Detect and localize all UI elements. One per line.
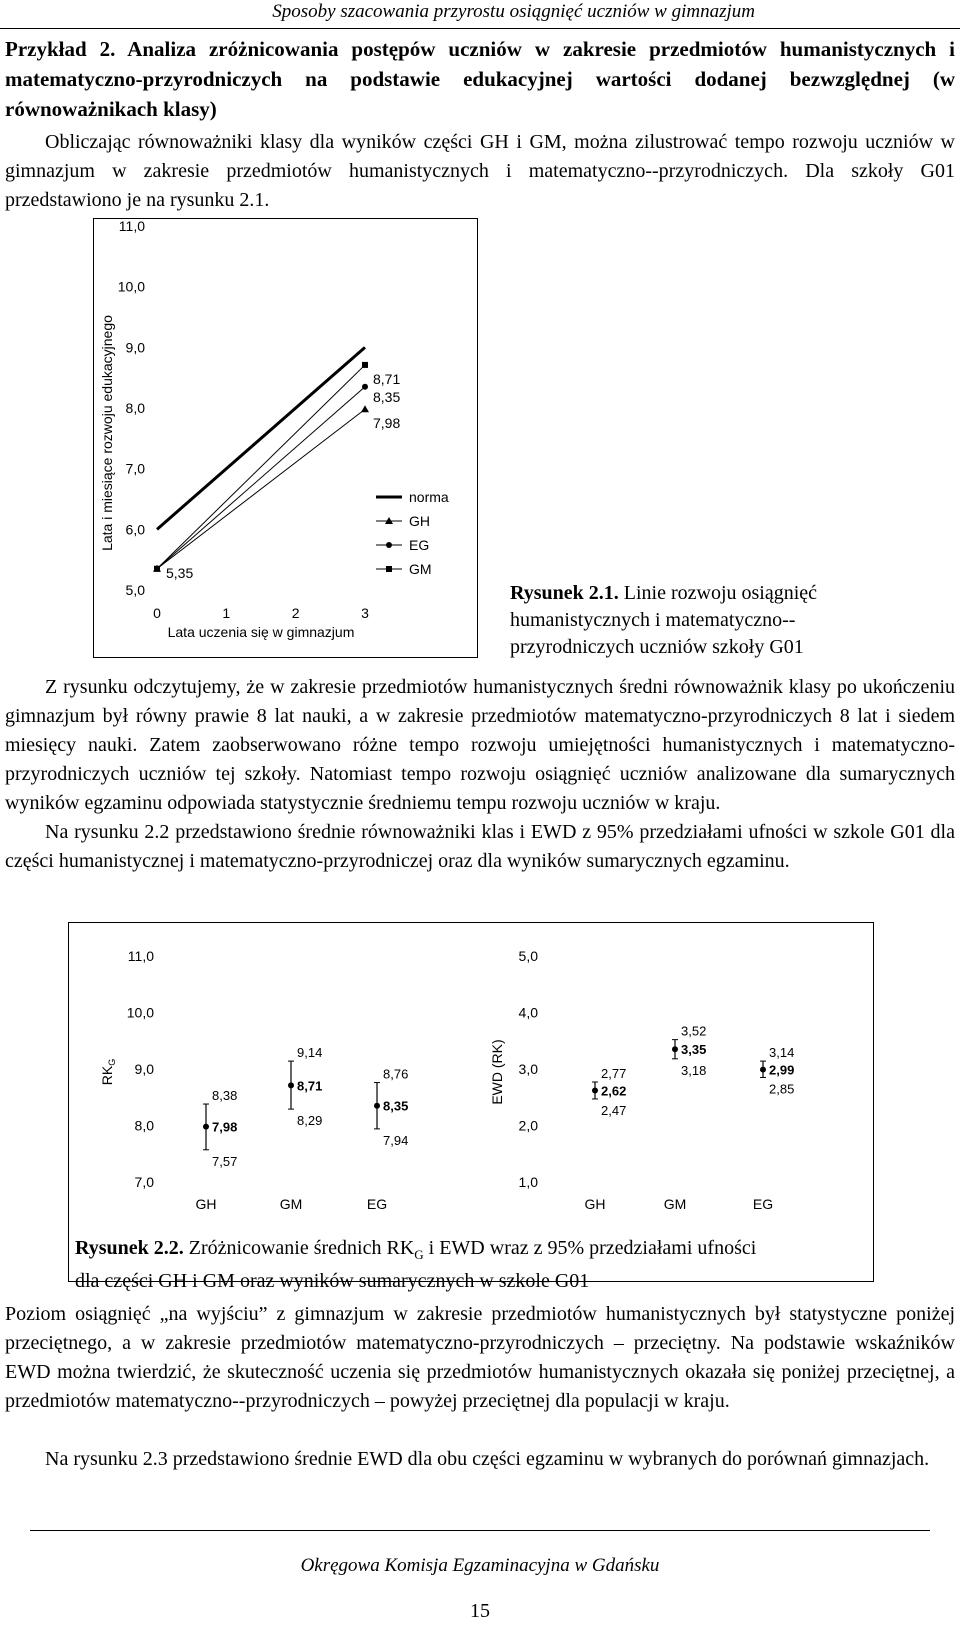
figure-2-2-caption — [75, 1235, 865, 1295]
fig2-high-label: 3,52 — [681, 1023, 707, 1039]
fig2-mean-point — [672, 1046, 678, 1052]
fig2-ytick-label: 5,0 — [518, 948, 538, 964]
fig1-ytick-label: 5,0 — [125, 582, 145, 598]
fig1-point-gm — [154, 566, 160, 572]
fig2-high-label: 8,76 — [383, 1066, 409, 1082]
fig2-ytick-label: 2,0 — [518, 1117, 538, 1134]
fig1-legend-marker — [386, 542, 392, 548]
fig2-mean-label: 2,62 — [601, 1083, 627, 1099]
fig1-label-gm-end: 8,71 — [373, 371, 401, 387]
fig2-mean-label: 2,99 — [769, 1062, 795, 1078]
fig2-ytick-label: 10,0 — [126, 1004, 154, 1021]
fig2-mean-label: 7,98 — [212, 1119, 238, 1135]
fig2-mean-point — [592, 1087, 598, 1093]
fig1-xlabel: Lata uczenia się w gimnazjum — [167, 624, 355, 640]
fig1-legend-label: EG — [409, 537, 430, 553]
fig2-ytick-label: 7,0 — [134, 1174, 154, 1190]
fig1-legend-marker — [386, 566, 392, 572]
fig1-ytick-label: 6,0 — [125, 521, 145, 538]
fig2-mean-label: 8,71 — [297, 1078, 323, 1094]
fig2-mean-point — [203, 1124, 209, 1130]
intro-paragraph: Obliczając równoważniki klasy dla wyników części GH i GM, można zilustrować tempo rozwoju uczniów w gimnazjum w zakresie przedmiotów humanistycznych i matematyczno--przyrodniczych. Dla szkoły G01 przedstawiono je na rysunku 2.1. — [5, 131, 955, 211]
fig2-low-label: 8,29 — [297, 1113, 323, 1129]
paragraph-1: Z rysunku odczytujemy, że w zakresie przedmiotów humanistycznych średni równoważnik klasy po ukończeniu gimnazjum był równy prawie 8 lat nauki, a w zakresie przedmiotów matematyczno-przyrodniczych 8 lat i siedem miesięcy nauki. Zatem zaobserwowano różne tempo rozwoju umiejętności humanistycznych i matematyczno-przyrodniczych uczniów tej szkoły. Natomiast tempo rozwoju osiągnięć uczniów analizowane dla sumarycznych wyników egzaminu odpowiada statystycznie średniemu tempu rozwoju uczniów w kraju. — [5, 676, 955, 814]
figure-2-2-charts — [68, 922, 874, 1282]
fig2-category-label: GM — [279, 1196, 303, 1212]
footer-institution: Okręgowa Komisja Egzaminacyjna w Gdańsku — [300, 1555, 660, 1576]
fig1-legend-label: GM — [409, 561, 432, 577]
fig1-legend-label: GH — [409, 513, 430, 529]
fig1-ylabel: Lata i miesiące rozwoju edukacyjnego — [99, 315, 115, 551]
fig1-label-eg-end: 8,35 — [373, 389, 401, 405]
fig2-caption-text-b: i EWD wraz z 95% przedziałami ufności — [428, 1237, 757, 1259]
fig2-mean-point — [760, 1067, 766, 1073]
fig2-ytick-label: 4,0 — [518, 1004, 538, 1021]
fig1-ytick-label: 8,0 — [125, 400, 145, 416]
fig1-xtick-label: 2 — [291, 605, 300, 621]
fig2-low-label: 7,57 — [212, 1153, 238, 1169]
footer-rule — [30, 1530, 930, 1532]
figure-2-1-chart — [93, 218, 478, 658]
fig1-legend-label: norma — [409, 489, 449, 505]
fig1-xtick-label: 3 — [361, 605, 369, 621]
fig2-category-label: GM — [663, 1196, 687, 1212]
fig2-caption-text-a: Zróżnicowanie średnich RK — [188, 1237, 415, 1259]
paragraph-2: Na rysunku 2.2 przedstawiono średnie równoważniki klas i EWD z 95% przedziałami ufności w szkole G01 dla części humanistycznej i matematyczno-przyrodniczej oraz dla wyników sumarycznych egzaminu. — [5, 821, 955, 872]
fig1-ytick-label: 11,0 — [118, 218, 145, 234]
fig2-mean-label: 8,35 — [383, 1098, 409, 1114]
fig2-caption-line2: dla części GH i GM oraz wyników sumarycznych w szkole G01 — [75, 1270, 590, 1292]
fig2-category-label: GH — [584, 1196, 606, 1212]
fig1-label-gh-end: 7,98 — [373, 415, 401, 431]
fig2b-ylabel: EWD (RK) — [489, 1039, 505, 1105]
paragraph-3: Poziom osiągnięć „na wyjściu” z gimnazjum w zakresie przedmiotów humanistycznych był statystyczne poniżej przeciętnego, a w zakresie przedmiotów matematyczno-przyrodniczych – przeciętny. Na podstawie wskaźników EWD można twierdzić, że skuteczność uczenia się przedmiotów humanistycznych okazała się poniżej przeciętnej, a przedmiotów matematyczno--przyrodniczych – powyżej przeciętnej dla populacji w kraju. — [5, 1303, 955, 1412]
fig2-category-label: GH — [195, 1196, 217, 1212]
fig1-point-gm — [362, 362, 368, 368]
fig2-mean-point — [288, 1082, 294, 1088]
page-number: 15 — [470, 1600, 490, 1622]
fig1-xtick-label: 1 — [222, 605, 231, 621]
fig2-low-label: 2,85 — [769, 1081, 795, 1097]
fig2-low-label: 2,47 — [601, 1102, 627, 1118]
fig2-ytick-label: 9,0 — [134, 1061, 154, 1077]
fig2-low-label: 3,18 — [681, 1062, 707, 1078]
fig1-ytick-label: 9,0 — [125, 339, 145, 356]
fig1-caption-text: Linie rozwoju osiągnięć humanistycznych i matematyczno--przyrodniczych uczniów szkoły G01 — [510, 582, 818, 658]
fig2-mean-label: 3,35 — [681, 1042, 707, 1058]
paragraph-4: Na rysunku 2.3 przedstawiono średnie EWD dla obu części egzaminu w wybranych do porównań gimnazjach. — [45, 1448, 930, 1470]
running-title: Sposoby szacowania przyrostu osiągnięć uczniów w gimnazjum — [272, 1, 755, 22]
fig1-point-eg — [362, 384, 368, 390]
fig2-mean-point — [374, 1103, 380, 1109]
fig1-ytick-label: 7,0 — [125, 460, 145, 477]
fig1-caption-label: Rysunek 2.1. — [510, 582, 619, 604]
fig1-label-start: 5,35 — [166, 565, 194, 581]
fig2-high-label: 3,14 — [769, 1045, 795, 1061]
fig2a-ylabel: $RK_G$ — [99, 1058, 117, 1086]
figure-2-1-caption — [510, 580, 890, 661]
fig2-category-label: EG — [752, 1196, 774, 1212]
fig2-ytick-label: 3,0 — [518, 1061, 538, 1077]
example-title: Przykład 2. Analiza zróżnicowania postępów uczniów w zakresie przedmiotów humanistycznych i matematyczno-przyrodniczych na podstawie edukacyjnej wartości dodanej bezwzględnej (w równoważnikach klasy) — [5, 37, 955, 121]
fig2-ytick-label: 8,0 — [134, 1117, 154, 1134]
fig1-xtick-label: 0 — [153, 605, 161, 621]
fig2-ytick-label: 1,0 — [518, 1174, 538, 1190]
fig2-low-label: 7,94 — [383, 1132, 409, 1148]
fig2-category-label: EG — [366, 1196, 388, 1212]
fig2-high-label: 8,38 — [212, 1088, 238, 1104]
fig2-ytick-label: 11,0 — [127, 948, 154, 964]
fig2-caption-label: Rysunek 2.2. — [75, 1237, 184, 1259]
fig2-high-label: 9,14 — [297, 1045, 323, 1061]
fig2-caption-sub: G — [414, 1247, 424, 1262]
fig1-ytick-label: 10,0 — [117, 278, 145, 295]
running-header — [0, 0, 960, 29]
fig2-high-label: 2,77 — [601, 1065, 627, 1081]
